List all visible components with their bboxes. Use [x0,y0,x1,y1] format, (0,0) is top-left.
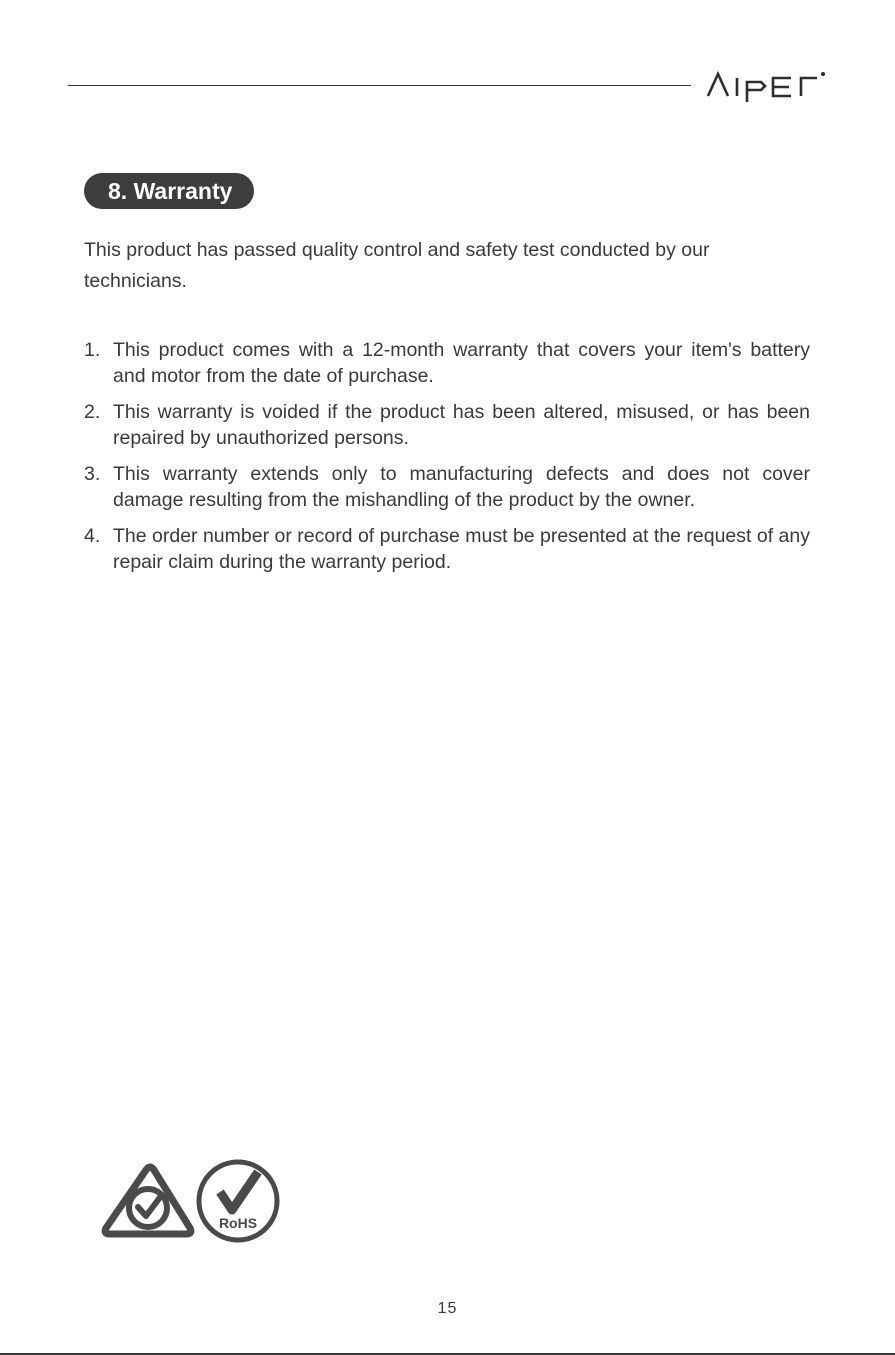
list-item-text: This product comes with a 12-month warranty that covers your item's battery and motor from the date of purchase. [113,339,810,387]
rohs-label: RoHS [218,1215,258,1231]
list-item [84,461,810,513]
list-item-text: This warranty extends only to manufacturing defects and does not cover damage resulting from the mishandling of the product by the owner. [113,463,810,511]
list-item-text: The order number or record of purchase must be presented at the request of any repair claim during the warranty period. [113,525,810,573]
brand-name: AIPER [705,68,709,69]
list-item-number: 1. [84,339,101,361]
certification-marks [98,1158,288,1248]
warranty-terms-list [84,337,810,585]
rcm-compliance-icon [105,1167,191,1234]
list-item-text: This warranty is voided if the product has been altered, misused, or has been repaired by unauthorized persons. [113,401,810,449]
list-item [84,399,810,451]
list-item [84,523,810,575]
brand-logo [705,68,830,104]
section-title: 8. Warranty [84,173,254,209]
header-rule [68,85,691,86]
page-number: 15 [437,1300,458,1317]
list-item-number: 4. [84,525,101,547]
rohs-compliance-icon [199,1162,277,1240]
list-item-number: 3. [84,463,101,485]
intro-paragraph: This product has passed quality control and safety test conducted by our technicians. [84,239,710,292]
aiper-logo-icon [705,68,830,104]
list-item [84,337,810,389]
list-item-number: 2. [84,401,101,423]
